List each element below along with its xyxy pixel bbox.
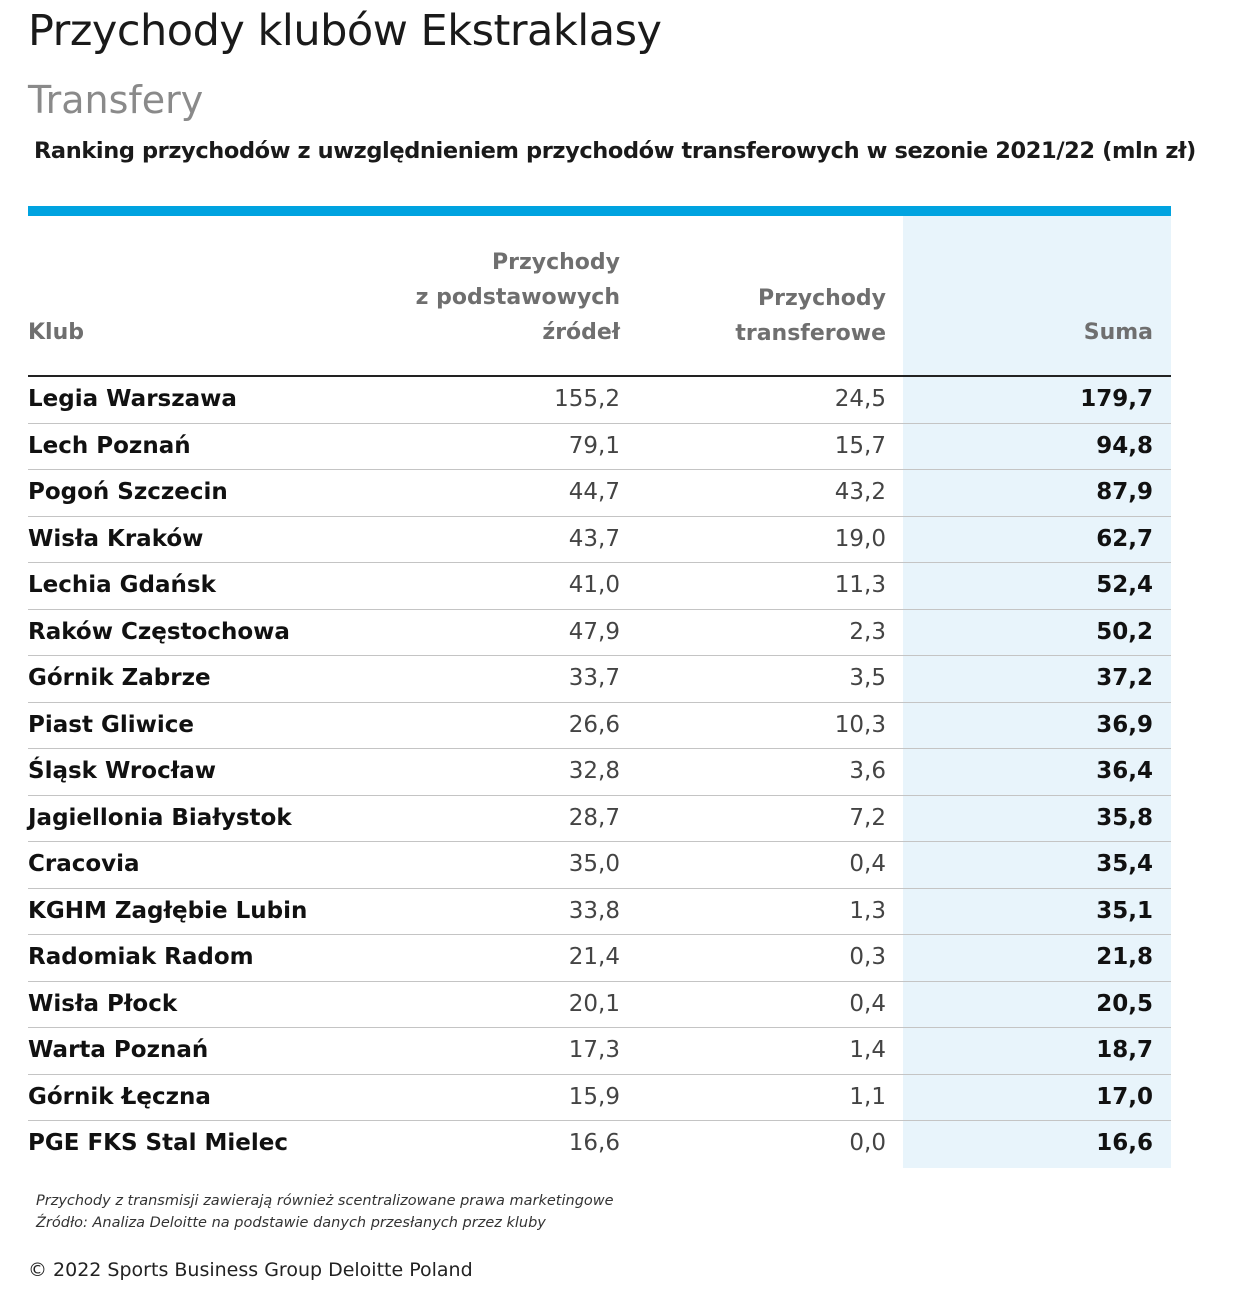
cell-club: Legia Warszawa [28, 386, 237, 412]
cell-base: 32,8 [568, 758, 620, 784]
cell-transfer: 2,3 [849, 618, 886, 645]
cell-sum: 179,7 [1080, 386, 1153, 412]
cell-base: 15,9 [568, 1083, 620, 1110]
cell-base: 47,9 [568, 618, 620, 645]
cell-transfer: 15,7 [834, 432, 886, 459]
cell-club: Cracovia [28, 851, 140, 877]
cell-club: Górnik Zabrze [28, 665, 211, 691]
table-row [28, 656, 1171, 703]
cell-base: 79,1 [568, 432, 620, 459]
column-header-sum: Suma [1083, 320, 1153, 345]
column-header-base-line: z podstawowych [415, 285, 620, 310]
cell-base: 17,3 [568, 1037, 620, 1063]
table-row [28, 703, 1171, 750]
copyright: © 2022 Sports Business Group Deloitte Poland [28, 1259, 473, 1281]
table-row [28, 377, 1171, 424]
cell-club: Pogoń Szczecin [28, 479, 228, 505]
table-row [28, 470, 1171, 517]
table-row [28, 610, 1171, 657]
cell-club: Warta Poznań [28, 1037, 209, 1063]
cell-club: Górnik Łęczna [28, 1083, 211, 1110]
cell-transfer: 10,3 [834, 711, 886, 738]
cell-transfer: 1,4 [849, 1037, 886, 1063]
cell-transfer: 0,3 [849, 944, 886, 970]
cell-transfer: 11,3 [834, 572, 886, 598]
cell-transfer: 24,5 [834, 386, 886, 412]
cell-base: 155,2 [554, 386, 620, 412]
cell-sum: 37,2 [1096, 665, 1153, 691]
cell-club: Jagiellonia Białystok [28, 804, 292, 831]
cell-transfer: 0,4 [849, 990, 886, 1017]
cell-transfer: 3,5 [849, 665, 886, 691]
column-header-base-line: źródeł [542, 320, 620, 345]
table-row [28, 424, 1171, 471]
cell-base: 33,8 [568, 897, 620, 924]
column-header-club: Klub [28, 320, 84, 345]
cell-base: 21,4 [568, 944, 620, 970]
cell-base: 28,7 [568, 804, 620, 831]
cell-base: 33,7 [568, 665, 620, 691]
cell-base: 41,0 [568, 572, 620, 598]
column-header-transfer-line: transferowe [735, 321, 886, 346]
cell-sum: 16,6 [1096, 1130, 1153, 1156]
cell-transfer: 3,6 [849, 758, 886, 784]
table-row [28, 517, 1171, 564]
cell-club: Radomiak Radom [28, 944, 254, 970]
page-title: Przychody klubów Ekstraklasy [28, 6, 662, 56]
column-header-base-line: Przychody [491, 250, 620, 275]
cell-sum: 20,5 [1096, 990, 1153, 1017]
table-row [28, 1028, 1171, 1075]
cell-base: 44,7 [568, 479, 620, 505]
column-header-base [416, 245, 620, 350]
table-row [28, 796, 1171, 843]
cell-club: Lechia Gdańsk [28, 572, 216, 598]
cell-club: Wisła Płock [28, 990, 178, 1017]
cell-base: 26,6 [568, 711, 620, 738]
source-note: Źródło: Analiza Deloitte na podstawie danych przesłanych przez kluby [36, 1215, 546, 1231]
table-row [28, 935, 1171, 982]
footnote: Przychody z transmisji zawierają również scentralizowane prawa marketingowe [36, 1193, 614, 1209]
cell-sum: 17,0 [1096, 1083, 1153, 1110]
cell-transfer: 1,1 [849, 1083, 886, 1110]
cell-base: 16,6 [568, 1130, 620, 1156]
table-row [28, 842, 1171, 889]
table-body [28, 377, 1171, 1167]
cell-base: 20,1 [568, 990, 620, 1017]
table-row [28, 563, 1171, 610]
cell-sum: 62,7 [1096, 525, 1153, 552]
cell-base: 43,7 [568, 525, 620, 552]
cell-sum: 21,8 [1096, 944, 1153, 970]
cell-sum: 87,9 [1096, 479, 1153, 505]
cell-sum: 35,1 [1096, 897, 1153, 924]
cell-sum: 52,4 [1096, 572, 1153, 598]
cell-transfer: 0,0 [849, 1130, 886, 1156]
cell-transfer: 43,2 [834, 479, 886, 505]
table-row [28, 1121, 1171, 1167]
cell-club: Lech Poznań [28, 432, 191, 459]
cell-club: KGHM Zagłębie Lubin [28, 897, 308, 924]
cell-club: Wisła Kraków [28, 525, 204, 552]
cell-sum: 36,9 [1096, 711, 1153, 738]
cell-sum: 35,4 [1096, 851, 1153, 877]
cell-club: Raków Częstochowa [28, 618, 290, 645]
cell-transfer: 1,3 [849, 897, 886, 924]
column-header-transfer [735, 281, 886, 351]
column-header-transfer-line: Przychody [757, 286, 886, 311]
table-heading: Ranking przychodów z uwzględnieniem przychodów transferowych w sezonie 2021/22 (mln zł) [34, 138, 1196, 164]
cell-sum: 36,4 [1096, 758, 1153, 784]
cell-sum: 18,7 [1096, 1037, 1153, 1063]
cell-transfer: 19,0 [834, 525, 886, 552]
accent-bar [28, 206, 1171, 216]
cell-sum: 50,2 [1096, 618, 1153, 645]
cell-transfer: 0,4 [849, 851, 886, 877]
table-row [28, 889, 1171, 936]
cell-sum: 35,8 [1096, 804, 1153, 831]
cell-transfer: 7,2 [849, 804, 886, 831]
table-row [28, 1075, 1171, 1122]
table-row [28, 749, 1171, 796]
page-subtitle: Transfery [28, 78, 204, 122]
cell-base: 35,0 [568, 851, 620, 877]
cell-club: Śląsk Wrocław [28, 758, 217, 784]
table-row [28, 982, 1171, 1029]
cell-sum: 94,8 [1096, 432, 1153, 459]
cell-club: Piast Gliwice [28, 711, 194, 738]
cell-club: PGE FKS Stal Mielec [28, 1130, 289, 1156]
